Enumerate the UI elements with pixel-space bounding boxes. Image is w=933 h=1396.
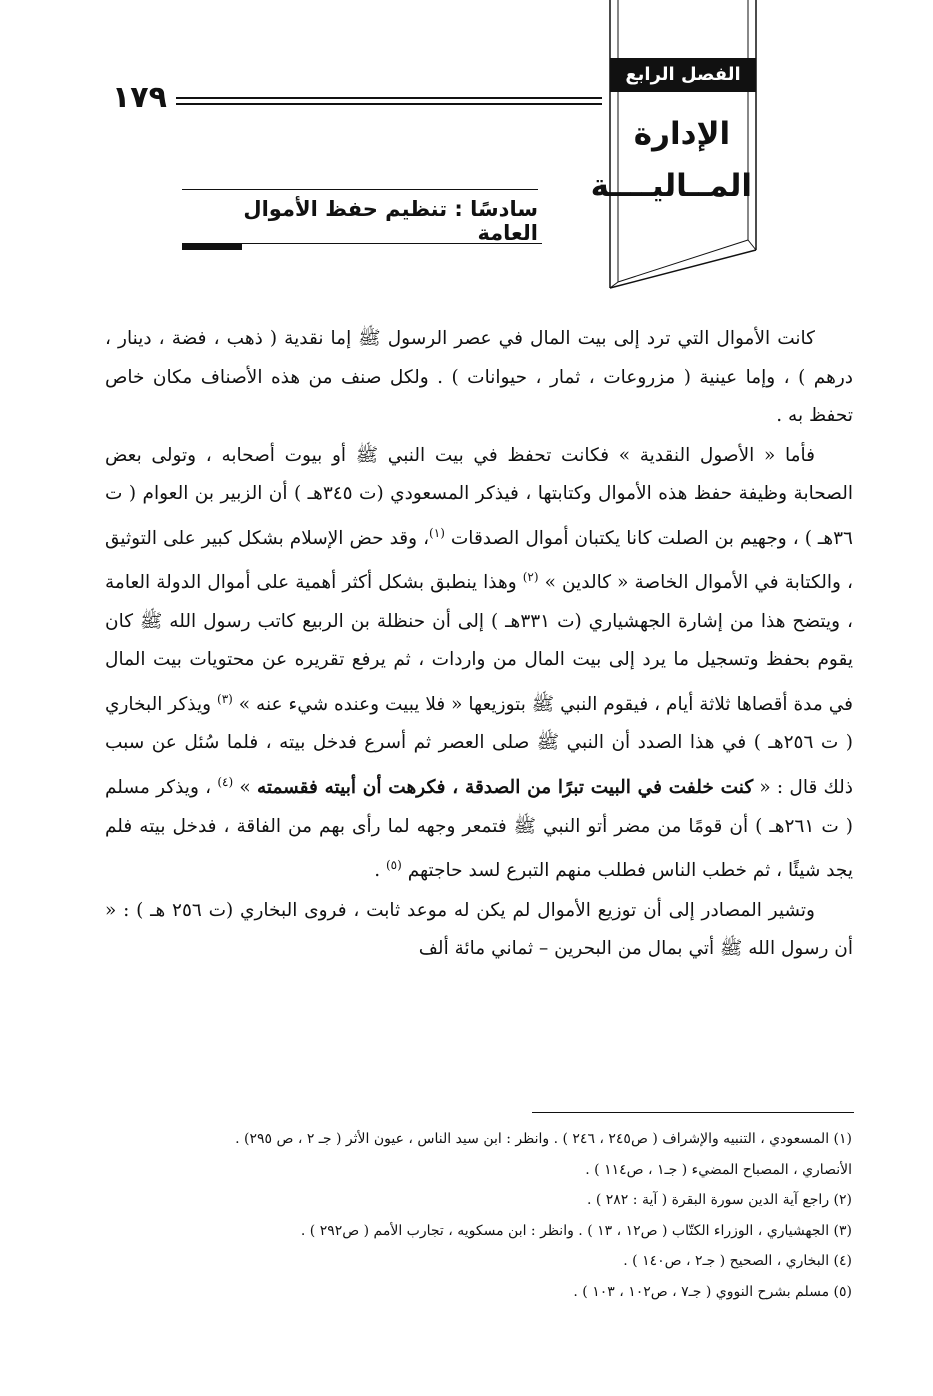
paragraph-2 xyxy=(105,437,853,891)
paragraph-2-part-e: » xyxy=(239,777,251,799)
chapter-label: الفصل الرابع xyxy=(625,64,741,85)
footnote-1-continued: الأنصاري ، المصباح المضيء ( جـ١ ، ص١١٤ ) . xyxy=(585,1161,852,1178)
section-rule-top xyxy=(182,189,538,190)
paragraph-1: كانت الأموال التي ترد إلى بيت المال في عصر الرسول ﷺ إما نقدية ( ذهب ، فضة ، دينار ، درهم ) ، وإما عينية ( مزروعات ، ثمار ، حيوانات ) . ولكل صنف من هذه الأصناف مكان خاص تحفظ به . xyxy=(105,328,853,426)
body-text xyxy=(105,320,853,970)
footnote-2: (٢) راجع آية الدين سورة البقرة ( آية : ٢٨٢ ) . xyxy=(586,1192,852,1208)
paragraph-3: وتشير المصادر إلى أن توزيع الأموال لم يكن له موعد ثابت ، فروى البخاري (ت ٢٥٦ هـ ) : « أن رسول الله ﷺ أتي بمال من البحرين – ثماني مائة ألف xyxy=(105,899,853,960)
chapter-title-line2: المــاليــــة xyxy=(590,168,752,204)
chapter-title xyxy=(590,108,752,212)
footnote-3: (٣) الجهشياري ، الوزراء الكتّاب ( ص١٢ ، ١٣ ) . وانظر : ابن مسكويه ، تجارب الأمم ( ص٢٩٢ ) . xyxy=(300,1222,852,1239)
paragraph-2-part-c: وهذا ينطبق بشكل أكثر أهمية على أموال الدولة العامة ، ويتضح هذا من إشارة الجهشياري (ت ٣٣١هـ ) إلى أن حنظلة بن الربيع كاتب رسول الله ﷺ كان يقوم بحفظ وتسجيل ما يرد إلى بيت المال من واردات ، ثم يرفع تقريره عن محتويات بيت المال في مدة أقصاها ثلاثة أيام ، فيقوم النبي ﷺ بتوزيعها « فلا يبيت وعنده شيء عنه » xyxy=(105,572,853,715)
footnote-1: (١) المسعودي ، التنبيه والإشراف ( ص٢٤٥ ، ٢٤٦ ) . وانظر : ابن سيد الناس ، عيون الأثر ( جـ ٢ ، ص ٢٩٥) . xyxy=(235,1131,852,1147)
section-heading: سادسًا : تنظيم حفظ الأموال العامة xyxy=(243,197,538,245)
paragraph-2-part-a: فأما « الأصول النقدية » فكانت تحفظ في بيت النبي ﷺ أو بيوت أصحابه ، وتولى بعض الصحابة وظيفة حفظ هذه الأموال وكتابتها ، فيذكر المسعودي (ت ٣٤٥هـ ) أن الزبير بن العوام ( ت ٣٦هـ ) ، وجهيم بن الصلت كانا يكتبان أموال الصدقات xyxy=(105,444,853,549)
paragraph-2-part-d: ويذكر البخاري ( ت ٢٥٦هـ ) في هذا الصدد أن النبي ﷺ صلى العصر ثم أسرع فدخل بيته ، فلما سُئل عن سبب ذلك قال : « xyxy=(105,693,853,799)
footnote-4: (٤) البخاري ، الصحيح ( جـ٢ ، ص١٤٠ ) . xyxy=(623,1253,852,1269)
hadith-quote: كنت خلفت في البيت تبرًا من الصدقة ، فكرهت أن أبيته فقسمته xyxy=(256,777,754,799)
footnote-ref-2[interactable]: (٢) xyxy=(522,570,539,585)
footnote-ref-5[interactable]: (٥) xyxy=(385,858,402,873)
chapter-title-line1: الإدارة xyxy=(633,116,731,152)
paragraph-2-part-f: ، ويذكر مسلم ( ت ٢٦١هـ ) أن قومًا من مضر أتو النبي ﷺ فتمعر وجهه لما رأى بهم من الفاقة ، فدخل بيته فلم يجد شيئًا ، ثم خطب الناس فطلب منهم التبرع لسد حاجتهم xyxy=(105,777,853,882)
paragraph-2-part-g: . xyxy=(374,860,381,882)
footnotes xyxy=(108,1124,852,1307)
footnote-ref-3[interactable]: (٣) xyxy=(217,691,233,706)
section-accent-bar xyxy=(182,243,242,250)
footnote-ref-4[interactable]: (٤) xyxy=(217,774,234,789)
paragraph-2-part-b: ، وقد حض الإسلام بشكل كبير على التوثيق ، والكتابة في الأموال الخاصة « كالدين » xyxy=(105,527,853,594)
footnote-ref-1[interactable]: (١) xyxy=(429,525,445,540)
header-rule-second xyxy=(176,103,602,105)
header-rule xyxy=(176,97,602,99)
page-number: ١٧٩ xyxy=(112,80,167,115)
footnote-separator xyxy=(532,1112,854,1113)
footnote-5: (٥) مسلم بشرح النووي ( جـ٧ ، ص١٠٢ ، ١٠٣ ) . xyxy=(573,1283,852,1300)
